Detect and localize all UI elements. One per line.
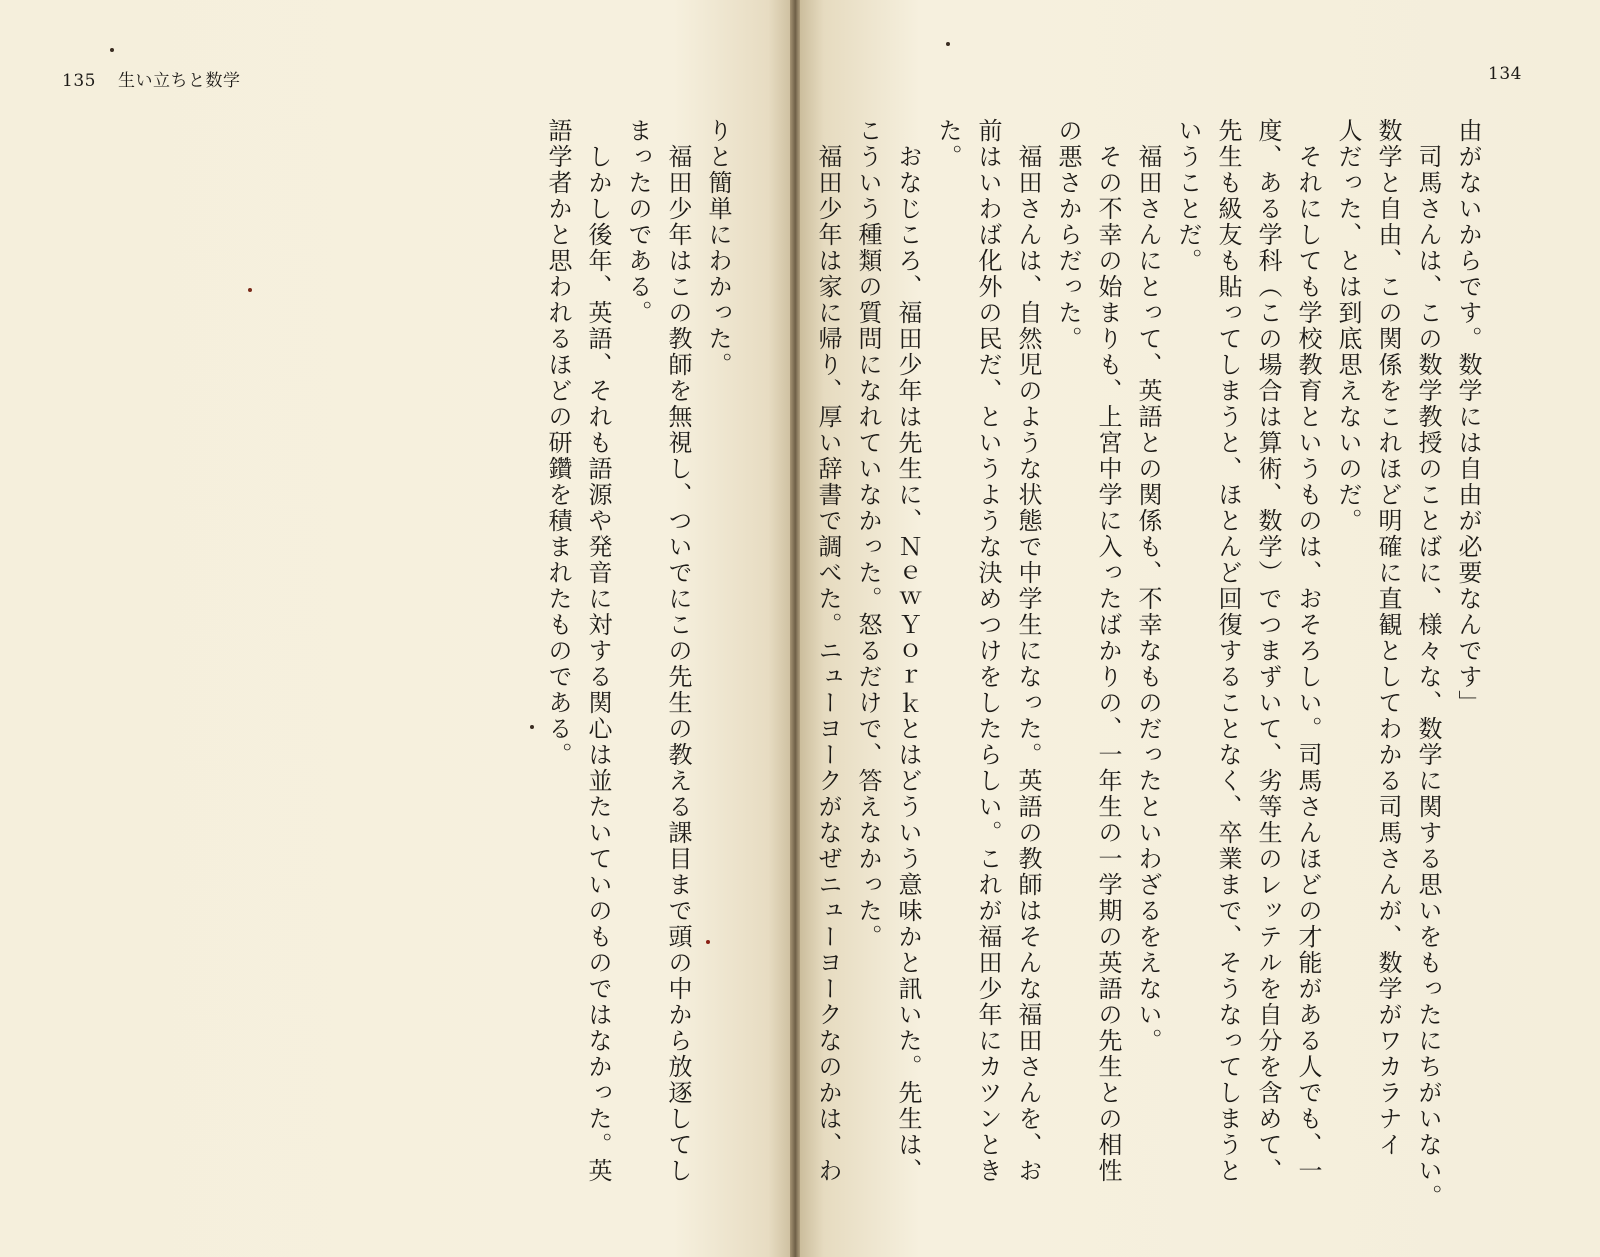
print-speck	[248, 288, 252, 292]
left-line-1: りと簡単にわかった。	[704, 118, 732, 378]
right-line-17: 福田少年は家に帰り、厚い辞書で調べた。ニューヨークがなぜニューヨークなのかは、わ	[814, 118, 842, 1184]
right-line-1: 由がないからです。数学には自由が必要なんです」	[1454, 118, 1482, 716]
left-page-header	[62, 66, 240, 91]
right-line-7: 先生も級友も貼ってしまうと、ほとんど回復することなく、卒業まで、そうなってしまうと	[1214, 118, 1242, 1184]
left-line-3: まったのである。	[624, 118, 652, 326]
left-line-5: 語学者かと思われるほどの研鑽を積まれたものである。	[544, 118, 572, 768]
left-page-body	[538, 118, 738, 1198]
right-line-5: それにしても学校教育というものは、おそろしい。司馬さんほどの才能がある人でも、一	[1294, 118, 1322, 1184]
left-page	[0, 0, 792, 1257]
right-line-13: 前はいわば化外の民だ、というような決めつけをしたらしい。これが福田少年にカツンとき	[974, 118, 1002, 1184]
right-line-8: いうことだ。	[1174, 118, 1202, 274]
right-line-14: た。	[934, 118, 962, 170]
print-speck	[530, 725, 534, 729]
print-speck	[110, 48, 114, 52]
right-page-body	[814, 118, 1488, 1210]
right-line-3: 数学と自由、この関係をこれほど明確に直観としてわかる司馬さんが、数学がワカラナイ	[1374, 118, 1402, 1158]
right-line-9: 福田さんにとって、英語との関係も、不幸なものだったといわざるをえない。	[1134, 118, 1162, 1054]
right-line-12: 福田さんは、自然児のような状態で中学生になった。英語の教師はそんな福田さんを、お	[1014, 118, 1042, 1184]
left-page-number: 135	[62, 71, 96, 91]
right-line-10: その不幸の始まりも、上宮中学に入ったばかりの、一年生の一学期の英語の先生との相性	[1094, 118, 1122, 1184]
left-line-2: 福田少年はこの教師を無視し、ついでにこの先生の教える課目まで頭の中から放逐してし	[664, 118, 692, 1184]
right-line-16: こういう種類の質問になれていなかった。怒るだけで、答えなかった。	[854, 118, 882, 950]
right-page-number: 134	[1488, 64, 1522, 84]
print-speck	[706, 940, 710, 944]
right-line-4: 人だった、とは到底思えないのだ。	[1334, 118, 1362, 534]
print-speck	[946, 42, 950, 46]
right-line-15: おなじころ、福田少年は先生に、ＮｅｗＹｏｒｋとはどういう意味かと訊いた。先生は、	[894, 118, 922, 1184]
right-line-2: 司馬さんは、この数学教授のことばに、様々な、数学に関する思いをもったにちがいない。	[1414, 118, 1442, 1210]
right-line-6: 度、ある学科（この場合は算術、数学）でつまずいて、劣等生のレッテルを自分を含めて、	[1254, 118, 1282, 1184]
right-line-11: の悪さからだった。	[1054, 118, 1082, 352]
running-head: 生い立ちと数学	[117, 71, 241, 91]
left-line-4: しかし後年、英語、それも語源や発音に対する関心は並たいていのものではなかった。英	[584, 118, 612, 1184]
